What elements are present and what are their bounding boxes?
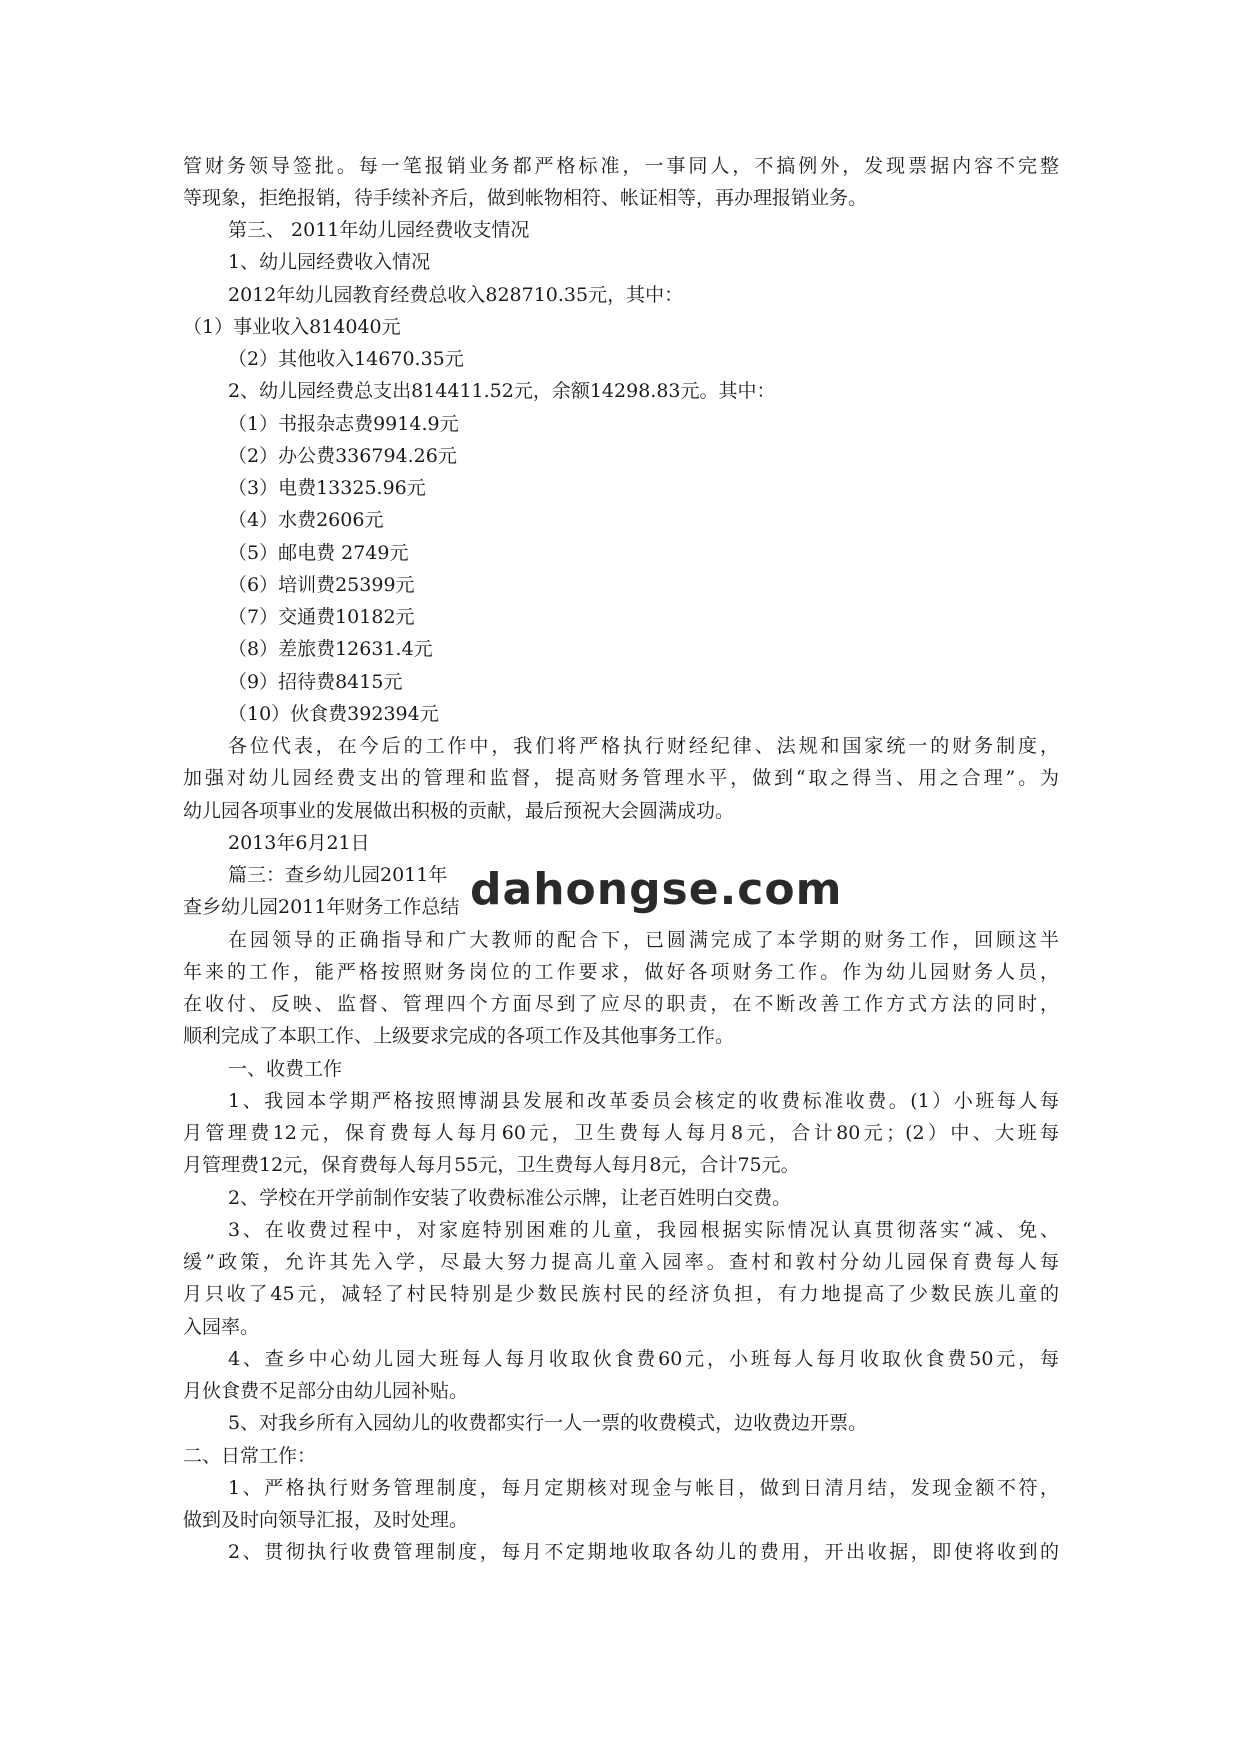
list-item: （8）差旅费12631.4元 — [228, 638, 433, 660]
text-line: 2012年幼儿园教育经费总收入828710.35元，其中： — [228, 284, 684, 306]
text-line: 2、学校在开学前制作安装了收费标准公示牌，让老百姓明白交费。 — [228, 1187, 792, 1209]
section-heading: 第三、 2011年幼儿园经费收支情况 — [228, 219, 530, 241]
text-line: 加强对幼儿园经费支出的管理和监督，提高财务管理水平，做到“取之得当、用之合理”。为 — [183, 767, 1059, 789]
text-line: 在园领导的正确指导和广大教师的配合下，已圆满完成了本学期的财务工作，回顾这半 — [228, 929, 1059, 951]
document-title: 查乡幼儿园2011年财务工作总结 — [183, 896, 460, 918]
text-line: 入园率。 — [183, 1316, 260, 1338]
text-line: 幼儿园各项事业的发展做出积极的贡献，最后预祝大会圆满成功。 — [183, 800, 735, 822]
text-line: 1、严格执行财务管理制度，每月定期核对现金与帐目，做到日清月结，发现金额不符， — [228, 1477, 1059, 1499]
list-item: （9）招待费8415元 — [228, 671, 403, 693]
text-line: 月管理费12元，保育费每人每月55元，卫生费每人每月8元，合计75元。 — [183, 1154, 800, 1176]
text-line: 月管理费12元，保育费每人每月60元，卫生费每人每月8元，合计80元；(2）中、大班每 — [183, 1122, 1059, 1144]
date-line: 2013年6月21日 — [228, 832, 370, 854]
list-item: （6）培训费25399元 — [228, 574, 415, 596]
text-line: 等现象，拒绝报销，待手续补齐后，做到帐物相符、帐证相等，再办理报销业务。 — [183, 187, 868, 209]
list-item: （2）办公费336794.26元 — [228, 445, 457, 467]
list-item: （1）书报杂志费9914.9元 — [228, 413, 459, 435]
text-line: 5、对我乡所有入园幼儿的收费都实行一人一票的收费模式，边收费边开票。 — [228, 1412, 868, 1434]
text-line: 管财务领导签批。每一笔报销业务都严格标准，一事同人，不搞例外，发现票据内容不完整 — [183, 155, 1059, 177]
text-line: 各位代表，在今后的工作中，我们将严格执行财经纪律、法规和国家统一的财务制度， — [228, 735, 1059, 757]
text-line: 做到及时向领导汇报，及时处理。 — [183, 1509, 469, 1531]
text-line: 月伙食费不足部分由幼儿园补贴。 — [183, 1380, 469, 1402]
section-heading: 一、收费工作 — [228, 1058, 343, 1080]
list-item: （7）交通费10182元 — [228, 606, 415, 628]
text-line: 在收付、反映、监督、管理四个方面尽到了应尽的职责，在不断改善工作方式方法的同时， — [183, 993, 1059, 1015]
list-item: （1）事业收入814040元 — [183, 316, 401, 338]
section-heading: 篇三：查乡幼儿园2011年 — [228, 864, 448, 886]
section-heading: 二、日常工作： — [183, 1445, 317, 1467]
list-item: （3）电费13325.96元 — [228, 477, 426, 499]
text-line: 1、幼儿园经费收入情况 — [228, 251, 431, 273]
text-line: 月只收了45元，减轻了村民特别是少数民族村民的经济负担，有力地提高了少数民族儿童的 — [183, 1283, 1059, 1305]
list-item: （2）其他收入14670.35元 — [228, 348, 464, 370]
text-line: 4、查乡中心幼儿园大班每人每月收取伙食费60元，小班每人每月收取伙食费50元，每 — [228, 1348, 1059, 1370]
text-line: 2、幼儿园经费总支出814411.52元，余额14298.83元。其中： — [228, 380, 776, 402]
watermark: dahongse.com — [470, 858, 780, 922]
text-line: 年来的工作，能严格按照财务岗位的工作要求，做好各项财务工作。作为幼儿园财务人员， — [183, 961, 1059, 983]
list-item: （4）水费2606元 — [228, 509, 384, 531]
list-item: （5）邮电费 2749元 — [228, 542, 409, 564]
text-line: 2、贯彻执行收费管理制度，每月不定期地收取各幼儿的费用，开出收据，即使将收到的 — [228, 1541, 1059, 1563]
text-line: 缓”政策，允许其先入学，尽最大努力提高儿童入园率。查村和敦村分幼儿园保育费每人每 — [183, 1251, 1059, 1273]
list-item: （10）伙食费392394元 — [228, 703, 439, 725]
text-line: 3、在收费过程中，对家庭特别困难的儿童，我园根据实际情况认真贯彻落实“减、免、 — [228, 1219, 1059, 1241]
text-line: 1、我园本学期严格按照博湖县发展和改革委员会核定的收费标准收费。(1）小班每人每 — [228, 1090, 1059, 1112]
text-line: 顺利完成了本职工作、上级要求完成的各项工作及其他事务工作。 — [183, 1025, 735, 1047]
